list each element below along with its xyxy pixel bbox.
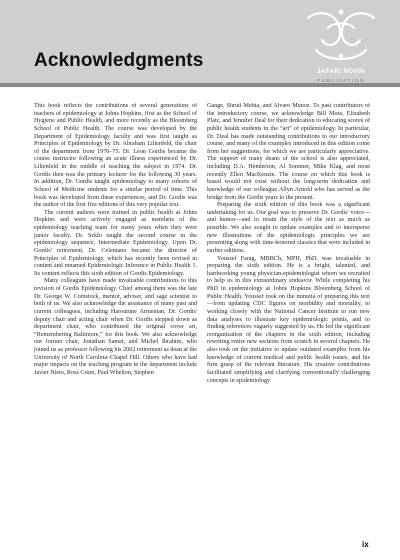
left-column bbox=[34, 103, 197, 533]
paragraph: Youssef Farag, MBBCh, MPH, PhD, was invaluable in preparing the sixth edition. He is a bright, talented, and hardworking young physician-epidemiologist whom we recruited to help us in this extraordinary endeavor. While completing his PhD in epidemiology at Johns Hopkins Bloomberg School of Public Health, Youssef took on the minutia of preparing this text—from updating CDC figures on morbidity and mortality, to working closely with the National Cancer Institute to run new data analyses to illustrate key epidemiologic points, and to finding references vaguely suggested by us. He led the significant reorganization of the chapters in the sixth edition, including rewriting entire new sections from scratch in several chapters. He also took on the initiative to update outdated examples from his knowledge of current medical and public health issues, and his firm grasp of the relevant literature. His creative contributions facilitated simplifying and clarifying conventionally challenging concepts in epidemiology bbox=[207, 255, 370, 384]
right-column bbox=[207, 103, 370, 533]
paragraph: The current authors were trained in public health at Johns Hopkins and were actively engaged as members of the epidemiology teaching team for many years when they were junior faculty. Dr. Szklo taught the second course in the epidemiology sequence, Intermediate Epidemiology. Upon Dr. Gordis' retirement, Dr. Celentano became the director of Principles of Epidemiology, which has recently been revised in content and renamed Epidemiologic Inference in Public Health 1. Its content reflects this sixth edition of Gordis Epidemiology. bbox=[34, 209, 197, 277]
paragraph: This book reflects the contributions of several generations of teachers of epidemiology at Johns Hopkins, first as the School of Hygiene and Public Health, and more recently as the Bloomberg School of Public Health. The course was developed by the Department of Epidemiology faculty and was first taught as Principles of Epidemiology by Dr. Abraham Lilienfeld, the chair of the department from 1970–75. Dr. Leon Gordis became the course instructor following an acute illness experienced by Dr. Lilienfeld in the middle of teaching the subject in 1974. Dr. Gordis then was the primary lecturer for the following 30 years. In addition, Dr. Gordis taught epidemiology to many cohorts of School of Medicine students for a similar period of time. This book was developed from these experiences, and Dr. Gordis was the author of the first five editions of this very popular text. bbox=[34, 103, 197, 209]
publisher-logo bbox=[296, 4, 386, 96]
page-number: ix bbox=[362, 540, 369, 549]
publisher-emblem-icon bbox=[298, 4, 384, 68]
publisher-tagline: PUBLICATION bbox=[317, 78, 365, 83]
publisher-name: JAFARI NOVIN bbox=[316, 68, 366, 75]
page-title: Acknowledgments bbox=[34, 50, 204, 71]
body-columns bbox=[34, 103, 370, 533]
paragraph: Many colleagues have made invaluable contributions to this revision of Gordis Epidemiology. Chief among them was the late Dr. George W. Comstock, mentor, adviser, and sage scientist to both of us. We also acknowledge the assistance of many past and current colleagues, including Haroutune Armenian, Dr. Gordis' deputy chair and acting chair when Dr. Gordis stepped down as department chair, who contributed the original cover art, “Remembering Baltimore,” for this book. We also acknowledge our former chair, Jonathan Samet, and Michel Ibrahim, who joined us as professor following his 2002 retirement as dean at the University of North Carolina–Chapel Hill. Others who have had major impacts on the teaching program in the department include Javier Nieto, Ross Crum, Paul Whelton, Stephen bbox=[34, 278, 197, 376]
paragraph: Preparing the sixth edition of this book was a significant undertaking for us. Our goal was to preserve Dr. Gordis' voice—and humor—and to retain the style of the text as much as possible. We also sought to update examples and to intersperse new illustrations of the epidemiologic principles we are presenting along with time-honored classics that were included in earlier editions. bbox=[207, 202, 370, 254]
paragraph: Gange, Shruti Mehta, and Alvaro Munoz. To past contributors of the introductory course, we acknowledge Bill Moss, Elizabeth Platz, and Jennifer Deal for their dedication to educating scores of public health students in the “art” of epidemiology. In particular, Dr. Deal has made outstanding contributions to our introductory course, and many of the examples introduced in this edition come from her suggestions, for which we are particularly appreciative. The support of many deans of the school is also appreciated, including D.A. Henderson, Al Sommer, Mike Klag, and most recently Ellen MacKenzie. The course on which this book is based would not exist without the long-term dedication and knowledge of our colleague Allyn Arnold who has served as the bridge from the Gordis years to the present. bbox=[207, 103, 370, 201]
